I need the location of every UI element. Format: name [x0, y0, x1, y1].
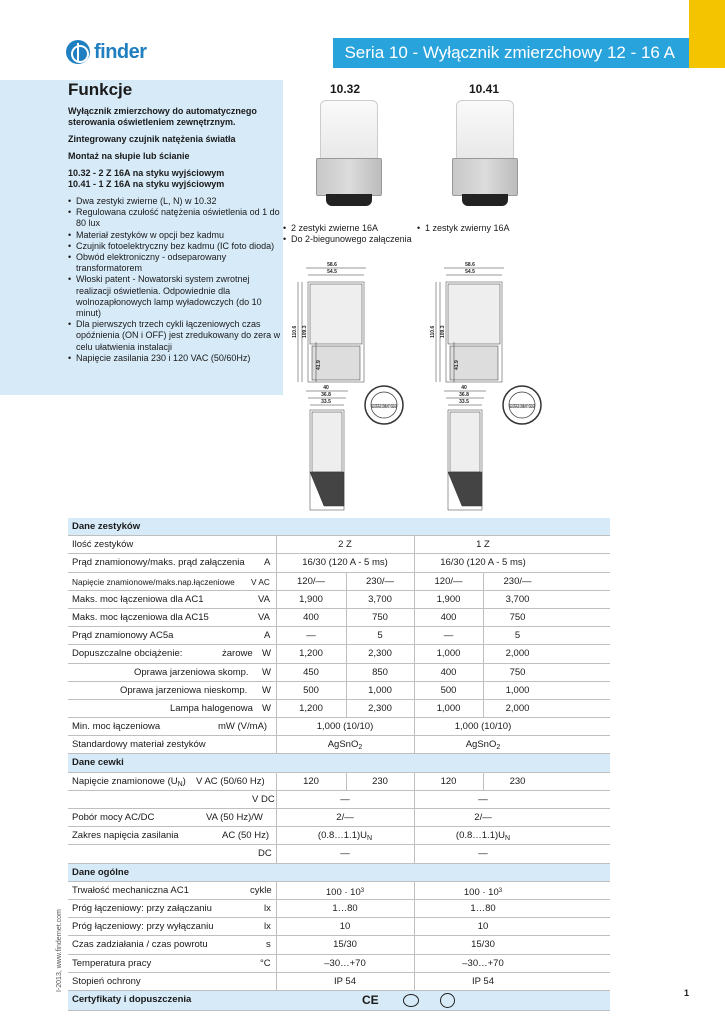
- section-title: Dane cewki: [72, 757, 124, 769]
- value-1032: 2 Z: [338, 539, 352, 551]
- row-unit: DC: [258, 848, 272, 860]
- value-1041: $(0.8\dots 1.1)U_N$: [455, 830, 511, 843]
- row-label: Oprawa jarzeniowa skomp.: [134, 666, 249, 678]
- value: 400: [440, 611, 457, 623]
- section-title: Certyfikaty i dopuszczenia: [72, 993, 192, 1005]
- value: 850: [372, 666, 388, 678]
- value-1032: AgSnO$_2$: [327, 739, 363, 752]
- feature-out2: 10.41 - 1 Z 16A na styku wyjściowym: [68, 179, 225, 189]
- dim-w1: 58.6: [465, 262, 475, 268]
- dimension-drawing-1032: [290, 258, 420, 520]
- finder-logo-icon: [66, 40, 90, 64]
- value-1032: 1…80: [332, 902, 358, 914]
- value: 120: [440, 775, 457, 787]
- value: 500: [303, 684, 319, 696]
- row-label: Maks. moc łączeniowa dla AC15: [72, 611, 209, 623]
- row-label: Zakres napięcia zasilania: [72, 830, 179, 842]
- row-label: Próg łączeniowy: przy wyłączaniu: [72, 921, 214, 933]
- product-image-1032: [316, 100, 382, 206]
- dim-b3: 33.5: [459, 399, 469, 405]
- table-row: [68, 554, 610, 572]
- footer-side-text: I-2013, www.findernet.com: [56, 909, 63, 992]
- dim-h1: 110.6: [292, 325, 298, 338]
- value-1032: 16/30 (120 A - 5 ms): [302, 557, 388, 569]
- value-1041: —: [478, 848, 488, 860]
- value: 120/—: [434, 575, 463, 587]
- dim-b2: 36.8: [321, 392, 331, 398]
- dim-h3: 41.9: [316, 360, 322, 370]
- row-unit: W: [262, 684, 271, 696]
- table-row: [68, 809, 610, 827]
- table-row: [68, 955, 610, 973]
- registered-design-text: REGISTERED COMMUNITY DESIGN: [509, 404, 536, 410]
- product-bullet: • 1 zestyk zwierny 16A: [417, 223, 547, 234]
- row-unit: °C: [260, 957, 271, 969]
- product-bullet: • Do 2-biegunowego załączenia: [283, 234, 413, 245]
- table-row: [68, 791, 610, 809]
- table-row: [68, 536, 610, 554]
- value: 2,300: [368, 702, 392, 714]
- table-row: [68, 773, 610, 791]
- feature-bullet: • Dla pierwszych trzech cykli łączeniowych czas opóźnienia (ON i OFF) jest zredukowany do zera w celu ułatwienia instalacji: [68, 319, 282, 353]
- value: 1,900: [299, 593, 323, 605]
- row-unit: V DC: [252, 793, 275, 805]
- table-row: [68, 718, 610, 736]
- value: 750: [509, 666, 526, 678]
- functions-heading: Funkcje: [68, 80, 133, 99]
- value: 1,900: [436, 593, 461, 605]
- row-unit: mW (V/mA): [218, 721, 268, 733]
- row-unit: A: [264, 630, 271, 642]
- value-1041: 1,000 (10/10): [454, 721, 512, 733]
- row-label: Maks. moc łączeniowa dla AC1: [72, 593, 204, 605]
- table-row: [68, 609, 610, 627]
- row-label: Dopuszczalne obciążenie:: [72, 648, 183, 660]
- value: 3,700: [368, 593, 392, 605]
- row-label: Lampa halogenowa: [170, 702, 253, 714]
- row-label: Temperatura pracy: [72, 957, 152, 969]
- value: 120: [303, 775, 319, 787]
- eac-mark-icon: [403, 994, 419, 1007]
- product-bullets-1041: [417, 223, 547, 234]
- row-label: Napięcie znamionowe/maks.nap.łączeniowe: [72, 576, 235, 587]
- value: 1,000: [436, 648, 461, 660]
- value-1032: 2/—: [336, 812, 354, 823]
- row-unit: lx: [264, 902, 271, 914]
- row-unit: V AC: [251, 576, 270, 587]
- product-bullet: • 2 zestyki zwierne 16A: [283, 223, 413, 234]
- dim-h1: 110.6: [430, 325, 436, 338]
- value: —: [443, 630, 454, 642]
- row-unit: VA: [258, 593, 270, 605]
- value-1032: IP 54: [333, 975, 356, 987]
- spec-table: [68, 518, 610, 1011]
- value: 1,200: [299, 648, 323, 660]
- value-1041: —: [478, 793, 488, 805]
- value: 3,700: [505, 593, 530, 605]
- row-label: Czas zadziałania / czas powrotu: [72, 939, 208, 951]
- value: 5: [377, 630, 383, 642]
- table-row: [68, 573, 610, 591]
- finder-logo: [66, 40, 147, 64]
- dim-h3: 41.9: [454, 360, 460, 370]
- table-row: [68, 936, 610, 954]
- value-1032: 10: [339, 921, 351, 933]
- section-title: Dane zestyków: [72, 521, 141, 532]
- row-unit: s: [266, 939, 271, 951]
- feature-bullet: • Napięcie zasilania 230 i 120 VAC (50/60Hz): [68, 353, 282, 364]
- value: 1,000: [368, 684, 392, 696]
- dim-w2: 54.5: [327, 269, 337, 275]
- row-unit: W: [262, 666, 271, 678]
- value: 230/—: [366, 575, 394, 587]
- value-1041: –30…+70: [462, 957, 504, 969]
- value-1041: 15/30: [471, 939, 495, 951]
- row-label: Oprawa jarzeniowa nieskomp.: [120, 684, 248, 696]
- certification-mark-icon: [440, 993, 455, 1008]
- value: 500: [440, 684, 457, 696]
- feature-bullet: • Materiał zestyków w opcji bez kadmu: [68, 230, 282, 241]
- section-coil: [68, 754, 610, 772]
- row-unit: W: [262, 702, 271, 714]
- value-1041: 16/30 (120 A - 5 ms): [440, 557, 526, 569]
- product-code-1041: 10.41: [469, 82, 500, 96]
- table-row: [68, 682, 610, 700]
- dim-h2: 109.3: [302, 325, 308, 338]
- yellow-strip: [689, 0, 725, 68]
- table-row: [68, 645, 610, 663]
- value: 750: [509, 611, 526, 623]
- value-1041: 10: [477, 921, 489, 933]
- brand-name: finder: [94, 40, 147, 63]
- value: 230: [509, 775, 526, 787]
- table-row: [68, 900, 610, 918]
- feature-bullet: • Włoski patent - Nowatorski system zwrotnej realizacji oświetlenia. Odpowiednie dla wolnozapłonowych lamp wyładowczych (do 10 minut): [68, 274, 282, 319]
- value-1041: 1 Z: [476, 539, 490, 551]
- row-label: Prąd znamionowy/maks. prąd załączenia: [72, 557, 245, 569]
- section-contacts: [68, 518, 610, 536]
- dimension-drawing-1041: [428, 258, 558, 520]
- value-1041: AgSnO$_2$: [465, 739, 501, 752]
- value: 450: [303, 666, 319, 678]
- value: 2,000: [505, 648, 530, 660]
- table-row: [68, 736, 610, 754]
- page-title: Seria 10 - Wyłącznik zmierzchowy 12 - 16 A: [344, 43, 675, 62]
- value: 2,000: [505, 702, 530, 714]
- row-label: Min. moc łączeniowa: [72, 721, 161, 733]
- value: 1,000: [436, 702, 461, 714]
- dim-w1: 58.6: [327, 262, 337, 268]
- value: 400: [303, 611, 319, 623]
- feature-out1: 10.32 - 2 Z 16A na styku wyjściowym: [68, 168, 225, 178]
- value: 120/—: [297, 575, 325, 587]
- dim-b1: 40: [323, 385, 329, 391]
- product-image-1041: [452, 100, 518, 206]
- dim-b1: 40: [461, 385, 467, 391]
- row-label: Trwałość mechaniczna AC1: [72, 884, 189, 896]
- value: 400: [440, 666, 457, 678]
- value: —: [306, 630, 316, 642]
- page-number: 1: [684, 988, 690, 998]
- row-sublabel: żarowe: [222, 648, 253, 660]
- value-1032: 1,000 (10/10): [316, 721, 374, 733]
- value-1041: 1…80: [470, 902, 496, 914]
- value: 5: [514, 630, 521, 642]
- product-bullets-1032: [283, 223, 413, 245]
- table-row: [68, 591, 610, 609]
- row-label: Standardowy materiał zestyków: [72, 739, 206, 751]
- value-1032: —: [340, 848, 350, 860]
- feature-bullet: • Obwód elektroniczny - odseparowany transformatorem: [68, 252, 282, 274]
- row-label: Próg łączeniowy: przy załączaniu: [72, 902, 212, 914]
- value-1032: —: [340, 793, 350, 805]
- feature-bullet: • Regulowana czułość natężenia oświetlenia od 1 do 80 lux: [68, 207, 282, 229]
- registered-design-text: REGISTERED COMMUNITY DESIGN: [371, 404, 398, 410]
- table-row: [68, 664, 610, 682]
- dim-b2: 36.8: [459, 392, 469, 398]
- row-unit: cykle: [250, 884, 272, 896]
- table-row: [68, 918, 610, 936]
- value-1032: $(0.8\dots 1.1)U_N$: [317, 830, 373, 843]
- value: 750: [372, 611, 388, 623]
- value: 230: [372, 775, 388, 787]
- ce-mark-icon: CE: [362, 992, 379, 1007]
- table-row: [68, 627, 610, 645]
- table-row: [68, 827, 610, 845]
- section-title: Dane ogólne: [72, 866, 130, 878]
- value: 1,000: [505, 684, 530, 696]
- section-cert: [68, 991, 610, 1011]
- row-label: Napięcie znamionowe $(U_N)$: [72, 775, 186, 788]
- feature-mount: Montaż na słupie lub ścianie: [68, 151, 190, 161]
- feature-intro: Wyłącznik zmierzchowy do automatycznego sterowania oświetleniem zewnętrznym.: [68, 106, 257, 127]
- feature-sensor: Zintegrowany czujnik natężenia światła: [68, 134, 236, 144]
- row-label: Pobór mocy AC/DC: [72, 812, 155, 823]
- section-general: [68, 864, 610, 882]
- row-label: Stopień ochrony: [72, 975, 141, 987]
- dim-w2: 54.5: [465, 269, 475, 275]
- row-label: Prąd znamionowy AC5a: [72, 630, 174, 642]
- table-row: [68, 882, 610, 900]
- product-code-1032: 10.32: [330, 82, 361, 96]
- table-row: [68, 973, 610, 991]
- value: 1,200: [299, 702, 323, 714]
- table-row: [68, 700, 610, 718]
- feature-bullet: • Dwa zestyki zwierne (L, N) w 10.32: [68, 196, 282, 207]
- value: 2,300: [368, 648, 392, 660]
- value-1032: $100 \cdot 10^3$: [325, 886, 365, 898]
- value-1041: 2/—: [474, 812, 492, 823]
- feature-bullets: [68, 196, 282, 364]
- table-row: [68, 845, 610, 863]
- row-unit: VA: [258, 611, 270, 623]
- row-unit: W: [262, 648, 271, 660]
- value-1041: IP 54: [471, 975, 494, 987]
- value-1032: 15/30: [333, 939, 357, 951]
- row-label: Ilość zestyków: [72, 539, 134, 551]
- row-unit: lx: [264, 921, 271, 933]
- dim-b3: 33.5: [321, 399, 331, 405]
- row-unit: VA (50 Hz)/W: [206, 812, 263, 823]
- row-unit: A: [264, 557, 271, 569]
- value-1032: –30…+70: [324, 957, 366, 969]
- value-1041: $100 \cdot 10^3$: [463, 886, 503, 898]
- row-unit: V AC (50/60 Hz): [196, 775, 265, 787]
- dim-h2: 109.3: [440, 325, 446, 338]
- value: 230/—: [503, 575, 532, 587]
- row-unit: AC (50 Hz): [222, 830, 269, 842]
- feature-bullet: • Czujnik fotoelektryczny bez kadmu (IC foto dioda): [68, 241, 282, 252]
